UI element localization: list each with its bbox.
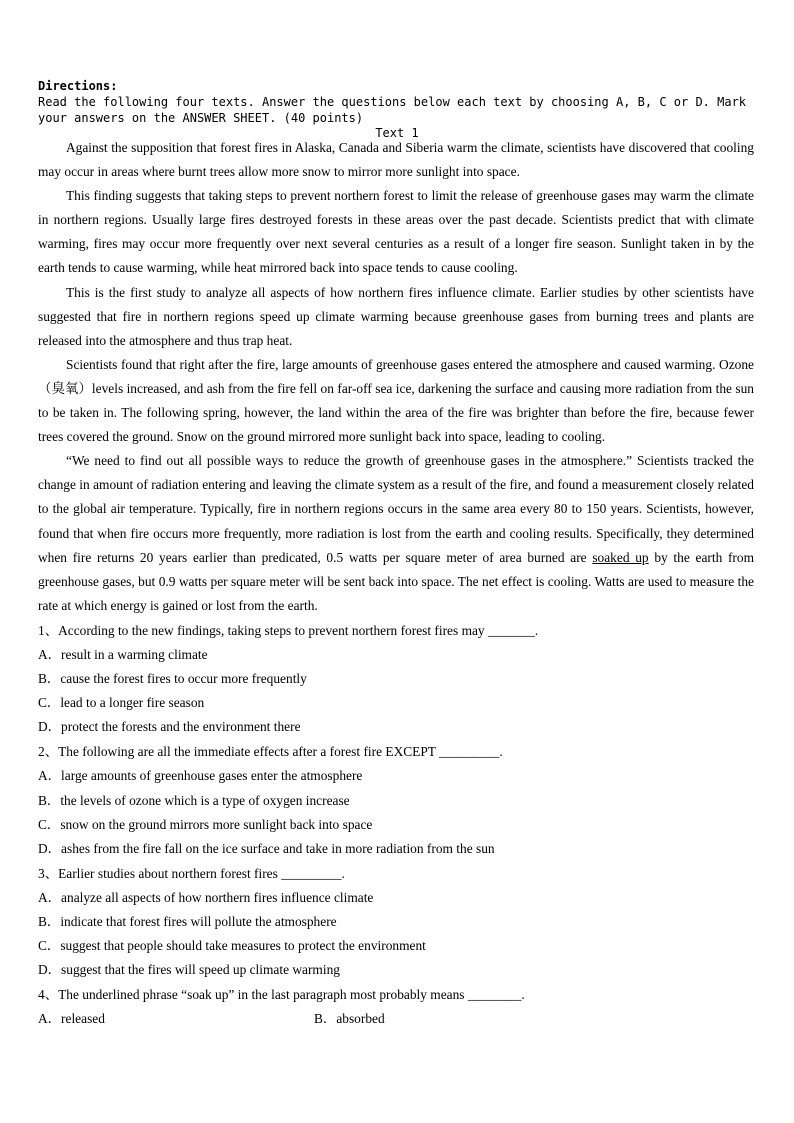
- directions-block: [38, 78, 758, 126]
- question-1-option-a[interactable]: A．result in a warming climate: [38, 646, 208, 662]
- paragraph-3: This is the first study to analyze all aspects of how northern fires influence climate. Earlier studies by other scientists have suggested that fire in northern regions speed up climate warming because greenhouse gases from burning trees and plants are released into the atmosphere and thus trap heat.: [38, 284, 754, 348]
- question-3-option-c[interactable]: C．suggest that people should take measures to protect the environment: [38, 938, 426, 954]
- underlined-phrase: soaked up: [592, 549, 649, 565]
- question-1-option-b[interactable]: B．cause the forest fires to occur more frequently: [38, 671, 307, 687]
- passage-and-questions: [38, 136, 754, 1031]
- question-1-stem: 1、According to the new findings, taking steps to prevent northern forest fires may _______.: [38, 622, 539, 638]
- question-3-option-a[interactable]: A．analyze all aspects of how northern fires influence climate: [38, 889, 374, 905]
- paragraph-2: This finding suggests that taking steps to prevent northern forest to limit the release of greenhouse gases may warm the climate in northern regions. Usually large fires destroyed forests in these areas over the past decade. Scientists predict that with climate warming, fires may occur more frequently over next several centuries as a result of a longer fire season. Sunlight taken in by the earth tends to cause warming, while heat mirrored back into space tends to cause cooling.: [38, 188, 754, 276]
- question-2-option-a[interactable]: A．large amounts of greenhouse gases enter the atmosphere: [38, 768, 363, 784]
- directions-label: Directions:: [38, 79, 118, 93]
- question-2-option-c[interactable]: C．snow on the ground mirrors more sunlight back into space: [38, 816, 373, 832]
- question-3-stem: 3、Earlier studies about northern forest fires _________.: [38, 865, 345, 881]
- paragraph-4: Scientists found that right after the fire, large amounts of greenhouse gases entered the atmosphere and caused warming. Ozone（臭氧）levels increased, and ash from the fire fell on far-off sea ice, darkening the surface and causing more radiation from the sun to be taken in. The following spring, however, the land within the area of the fire was brighter than before the fire, because fewer trees covered the ground. Snow on the ground mirrored more sunlight back into space, leading to cooling.: [38, 356, 754, 445]
- question-3-option-b[interactable]: B．indicate that forest fires will pollute the atmosphere: [38, 914, 337, 929]
- paragraph-5-part-1: “We need to find out all possible ways to reduce the growth of greenhouse gases in the atmosphere.” Scientists tracked the change in amount of radiation entering and leaving the climate system as a result of the fire, and found a measurement closely related to the global air temperature. Typically, fire in northern regions occurs in the same area every 80 to 150 years. Scientists, however, found that when fire occurs more frequently, more radiation is lost from the earth and cooling results. Specifically, they determined when fire returns 20 years earlier than predicated, 0.5 watts per square meter of area burned are: [38, 453, 754, 565]
- question-3-option-d[interactable]: D．suggest that the fires will speed up climate warming: [38, 962, 340, 978]
- question-4-options-row: [38, 1007, 754, 1031]
- paragraph-1: Against the supposition that forest fires in Alaska, Canada and Siberia warm the climate, scientists have discovered that cooling may occur in areas where burnt trees allow more snow to mirror more sunlight into space.: [38, 140, 754, 180]
- question-4-option-b[interactable]: B．absorbed: [314, 1011, 385, 1027]
- paragraph-5-part-2: by the earth from greenhouse gases, but 0.9 watts per square meter will be sent back into space. The net effect is cooling. Watts are used to measure the rate at which energy is gained or lost from the earth.: [38, 549, 754, 613]
- question-2-option-b[interactable]: B．the levels of ozone which is a type of oxygen increase: [38, 792, 350, 808]
- directions-line-2: your answers on the ANSWER SHEET. (40 points): [38, 111, 364, 125]
- paragraph-5: [38, 449, 754, 618]
- directions-line-1: Read the following four texts. Answer the questions below each text by choosing A, B, C or D. Mark: [38, 95, 747, 109]
- question-1-option-c[interactable]: C．lead to a longer fire season: [38, 695, 205, 711]
- question-2-stem: 2、The following are all the immediate effects after a forest fire EXCEPT _________.: [38, 744, 503, 760]
- question-1-option-d[interactable]: D．protect the forests and the environment there: [38, 719, 301, 735]
- text-title: Text 1: [375, 126, 419, 140]
- question-4-stem: 4、The underlined phrase “soak up” in the last paragraph most probably means ________.: [38, 987, 525, 1003]
- question-4-option-a[interactable]: A．released: [38, 1011, 105, 1027]
- question-2-option-d[interactable]: D．ashes from the fire fall on the ice surface and take in more radiation from the sun: [38, 840, 495, 856]
